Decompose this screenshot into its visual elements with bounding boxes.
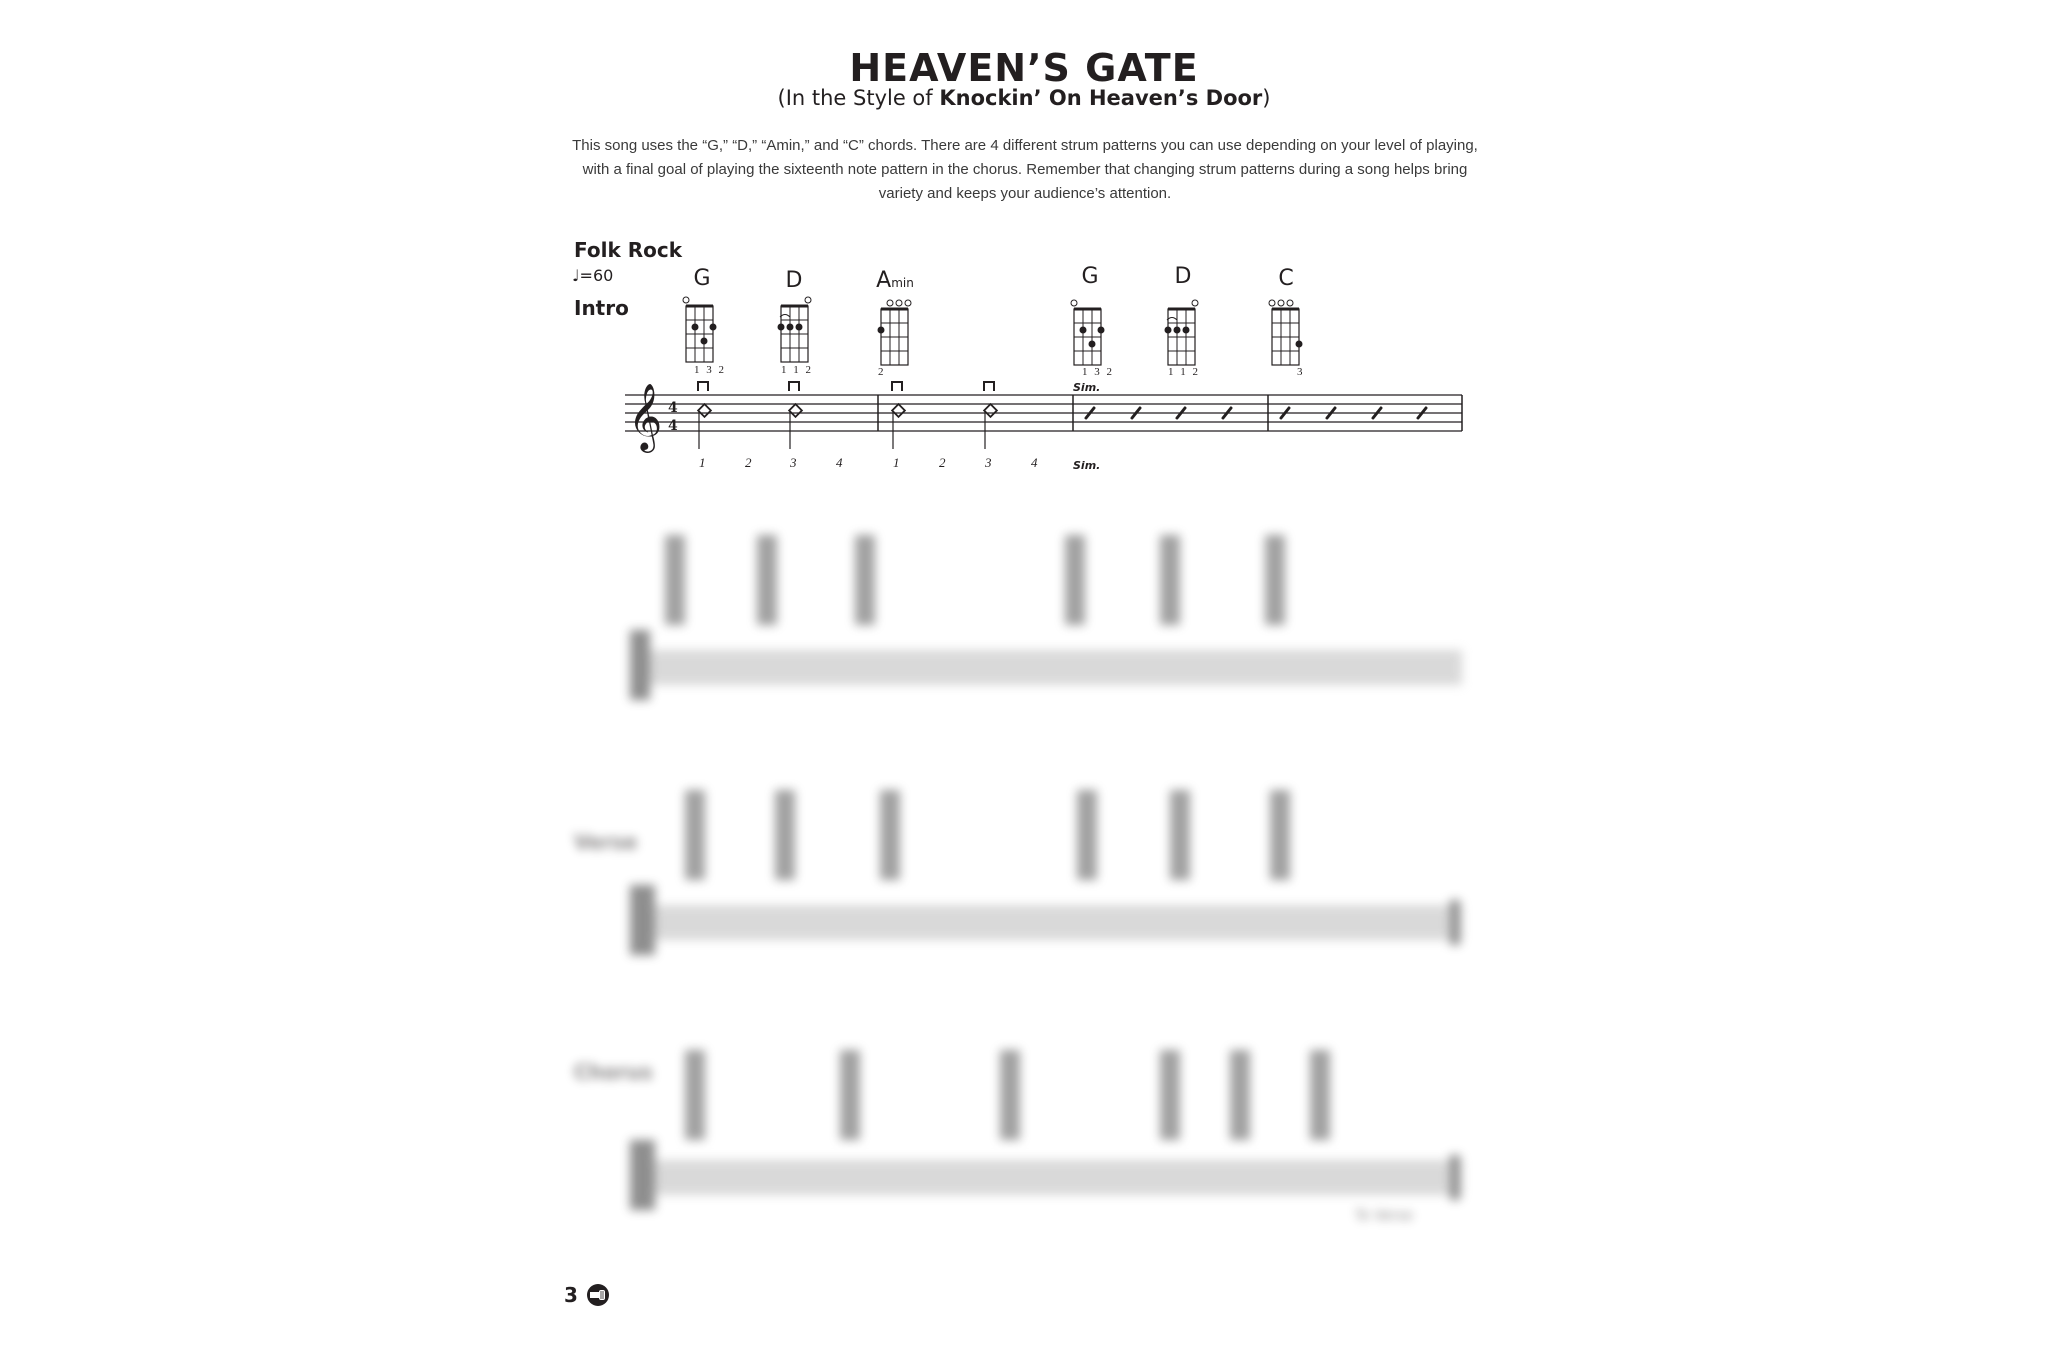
beat-count: 1 (699, 455, 706, 470)
chord-name: Amin (876, 268, 914, 293)
beat-count: 4 (836, 455, 843, 470)
svg-text:4: 4 (668, 400, 678, 416)
finger-numbers: 1 1 2 (781, 364, 813, 376)
blurred-system-2 (0, 520, 2048, 740)
intro-notation (0, 0, 2048, 480)
section-label-chorus: Chorus (574, 1060, 653, 1084)
subtitle-prefix: (In the Style of (777, 86, 940, 110)
chord-name: G (1081, 264, 1099, 289)
staff (625, 395, 1462, 431)
svg-text:4: 4 (668, 418, 678, 434)
subtitle-song: Knockin’ On Heaven’s Door (939, 86, 1263, 110)
finger-numbers: 1 1 2 (1168, 366, 1200, 378)
treble-clef-icon: 𝄞 (628, 382, 663, 450)
chord-diagram-amin (878, 300, 912, 365)
ukulele-logo-icon (586, 1283, 610, 1307)
song-description: This song uses the “G,” “D,” “Amin,” and “C” chords. There are 4 different strum patterns you can use depending on your level of playing, with a final goal of playing the sixteenth note pattern in the chorus. Remember that changing strum patterns during a song helps bring variety and keeps your audience’s attention. (572, 137, 1478, 202)
song-title: HEAVEN’S GATE (849, 46, 1199, 90)
blurred-system-chorus (0, 1035, 2048, 1255)
sim-marking-bottom: Sim. (1073, 459, 1101, 472)
beat-count: 2 (939, 455, 946, 470)
sim-marking-top: Sim. (1073, 381, 1101, 394)
chord-name: D (785, 268, 803, 293)
beat-count: 3 (790, 455, 797, 470)
chord-diagram-d (778, 297, 812, 362)
finger-numbers: 3 (1297, 366, 1305, 378)
beat-count: 4 (1031, 455, 1038, 470)
chord-diagram-d (1165, 300, 1199, 365)
chord-diagram-g (683, 297, 717, 362)
section-label-intro: Intro (574, 296, 629, 320)
chord-diagram-g (1071, 300, 1105, 365)
chord-name: C (1278, 266, 1294, 291)
finger-numbers: 1 3 2 (1082, 366, 1114, 378)
beat-count: 1 (893, 455, 900, 470)
blurred-system-verse (0, 775, 2048, 995)
tempo-value: =60 (579, 266, 614, 285)
chord-name: G (693, 266, 711, 291)
finger-numbers: 1 3 2 (694, 364, 726, 376)
chord-diagram-c (1269, 300, 1303, 365)
style-label: Folk Rock (574, 238, 683, 262)
subtitle-suffix: ) (1262, 86, 1271, 110)
whole-strum-notes (698, 382, 997, 449)
page-number: 3 (564, 1283, 578, 1307)
to-verse-marking: To Verse (1355, 1208, 1413, 1224)
beat-count: 2 (745, 455, 752, 470)
chord-name: D (1174, 264, 1192, 289)
section-label-verse: Verse (574, 830, 638, 854)
finger-numbers: 2 (878, 366, 886, 378)
quarter-note-icon: ♩ (572, 266, 580, 285)
beat-count: 3 (985, 455, 992, 470)
